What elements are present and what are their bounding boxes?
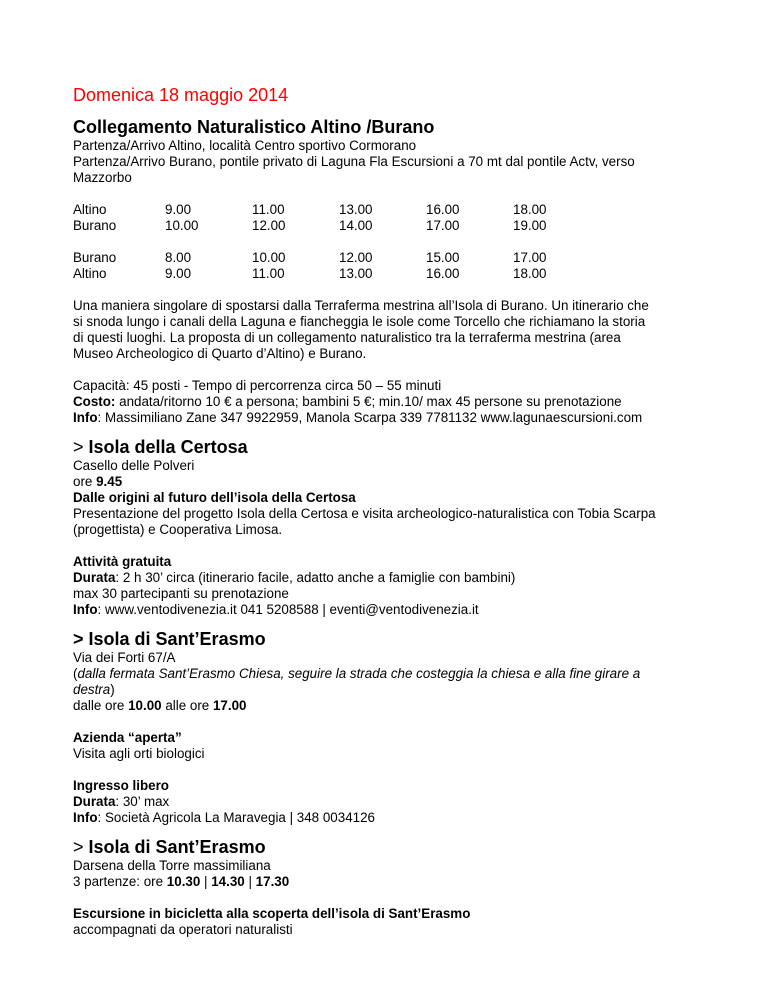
section-sant-erasmo-bike	[73, 836, 713, 938]
time-arrive: 14.00	[339, 218, 373, 233]
info-line	[73, 810, 713, 826]
info-text: : Massimiliano Zane 347 9922959, Manola Scarpa 339 7781132 www.lagunaescursioni.com	[97, 410, 643, 425]
schedule-times	[513, 250, 600, 282]
time-depart: 15.00	[426, 250, 460, 265]
departure-burano-line-2: Mazzorbo	[73, 170, 132, 185]
directions-text-2: destra	[73, 682, 111, 697]
schedule-times	[165, 202, 252, 234]
time-value: 9.45	[96, 474, 123, 489]
hours-prefix: dalle ore	[73, 698, 129, 713]
schedule-block-burano-altino	[73, 250, 713, 282]
duration-text: : 30’ max	[115, 794, 170, 809]
time-depart: 10.00	[252, 250, 286, 265]
event-title: Dalle origini al futuro dell’isola della Certosa	[73, 490, 356, 505]
departure-time-2: 14.30	[211, 874, 245, 889]
farm-description: Visita agli orti biologici	[73, 746, 205, 761]
place-to: Burano	[73, 218, 117, 233]
time-depart: 18.00	[513, 202, 547, 217]
section-title-text: Isola di Sant’Erasmo	[88, 837, 266, 857]
info-text: : www.ventodivenezia.it 041 5208588 | eventi@ventodivenezia.it	[97, 602, 479, 617]
description-line: di questi luoghi. La proposta di un collegamento naturalistico tra la terraferma mestrina (area	[73, 330, 621, 345]
time-line	[73, 474, 713, 490]
practical-info	[73, 378, 713, 426]
hours-to: 17.00	[212, 698, 247, 713]
place-from: Altino	[73, 202, 107, 217]
arrow-marker: >	[73, 629, 84, 649]
schedule-times	[252, 250, 339, 282]
info-label: Info	[73, 602, 98, 617]
separator: |	[244, 874, 256, 889]
time-arrive: 13.00	[339, 266, 373, 281]
location: Casello delle Polveri	[73, 458, 195, 473]
description-line: Museo Archeologico di Quarto d’Altino) e Burano.	[73, 346, 367, 361]
farm-title: Azienda “aperta”	[73, 730, 182, 745]
schedule-times	[165, 250, 252, 282]
description-line: Una maniera singolare di spostarsi dalla Terraferma mestrina all’Isola di Burano. Un itinerario che	[73, 298, 649, 313]
departure-altino: Partenza/Arrivo Altino, località Centro sportivo Cormorano	[73, 138, 417, 153]
info-text: : Società Agricola La Maravegia | 348 0034126	[97, 810, 375, 825]
time-arrive: 9.00	[165, 266, 192, 281]
hours-line	[73, 698, 713, 714]
directions-cont	[73, 682, 713, 698]
time-arrive: 18.00	[513, 266, 547, 281]
date-heading: Domenica 18 maggio 2014	[73, 85, 289, 105]
description	[73, 298, 713, 362]
schedule-table	[73, 202, 713, 282]
max-participants: max 30 partecipanti su prenotazione	[73, 586, 289, 601]
time-arrive: 11.00	[252, 266, 285, 281]
section-title: Collegamento Naturalistico Altino /Burano	[73, 117, 435, 137]
section-title	[73, 836, 713, 858]
schedule-times	[426, 202, 513, 234]
free-activity: Attività gratuita	[73, 554, 172, 569]
place-from: Burano	[73, 250, 117, 265]
time-arrive: 12.00	[252, 218, 286, 233]
location: Darsena della Torre massimiliana	[73, 858, 271, 873]
info-line	[73, 602, 713, 618]
time-arrive: 17.00	[426, 218, 460, 233]
time-depart: 13.00	[339, 202, 373, 217]
paren-close: )	[110, 682, 115, 697]
section-title-text: Isola della Certosa	[88, 437, 248, 457]
time-prefix: ore	[73, 474, 97, 489]
departure-time-3: 17.30	[255, 874, 290, 889]
info-line	[73, 410, 713, 426]
departures-prefix: 3 partenze: ore	[73, 874, 167, 889]
time-arrive: 10.00	[165, 218, 199, 233]
departure-time-1: 10.30	[166, 874, 201, 889]
info-label: Info	[73, 810, 98, 825]
schedule-places	[73, 250, 165, 282]
event-description: accompagnati da operatori naturalisti	[73, 922, 293, 937]
hours-mid: alle ore	[161, 698, 213, 713]
arrow-marker: >	[73, 437, 84, 457]
duration-label: Durata	[73, 794, 116, 809]
cost-line	[73, 394, 713, 410]
departure-burano-line-1: Partenza/Arrivo Burano, pontile privato di Laguna Fla Escursioni a 70 mt dal pontile Actv, verso	[73, 154, 635, 169]
place-to: Altino	[73, 266, 107, 281]
time-depart: 9.00	[165, 202, 192, 217]
time-depart: 8.00	[165, 250, 192, 265]
duration-text: : 2 h 30’ circa (itinerario facile, adatto anche a famiglie con bambini)	[115, 570, 516, 585]
schedule-times	[513, 202, 600, 234]
arrow-marker: >	[73, 837, 84, 857]
time-depart: 17.00	[513, 250, 547, 265]
time-depart: 16.00	[426, 202, 460, 217]
section-title	[73, 436, 713, 458]
duration-line	[73, 570, 713, 586]
schedule-times	[339, 250, 426, 282]
practical-info	[73, 778, 713, 826]
cost-text: andata/ritorno 10 € a persona; bambini 5 €; min.10/ max 45 persone su prenotazione	[115, 394, 622, 409]
time-arrive: 16.00	[426, 266, 460, 281]
directions	[73, 666, 713, 682]
address: Via dei Forti 67/A	[73, 650, 176, 665]
section-altino-burano	[73, 116, 713, 426]
separator: |	[200, 874, 212, 889]
time-depart: 11.00	[252, 202, 285, 217]
info-label: Info	[73, 410, 98, 425]
duration-label: Durata	[73, 570, 116, 585]
event-title: Escursione in bicicletta alla scoperta dell’isola di Sant’Erasmo	[73, 906, 471, 921]
section-certosa	[73, 436, 713, 618]
event-info	[73, 906, 713, 938]
farm-info	[73, 730, 713, 762]
schedule-times	[339, 202, 426, 234]
cost-label: Costo:	[73, 394, 116, 409]
paren-open: (	[73, 666, 78, 681]
document-page	[73, 84, 713, 938]
departures-line	[73, 874, 713, 890]
description-line: si snoda lungo i canali della Laguna e fiancheggia le isole come Torcello che richiamano la storia	[73, 314, 646, 329]
duration-line	[73, 794, 713, 810]
schedule-block-altino-burano	[73, 202, 713, 234]
schedule-places	[73, 202, 165, 234]
time-arrive: 19.00	[513, 218, 547, 233]
entry-free: Ingresso libero	[73, 778, 169, 793]
event-description-line-1: Presentazione del progetto Isola della Certosa e visita archeologico-naturalistica con Tobia Scarpa	[73, 506, 656, 521]
schedule-times	[252, 202, 339, 234]
schedule-times	[426, 250, 513, 282]
hours-from: 10.00	[128, 698, 162, 713]
time-depart: 12.00	[339, 250, 373, 265]
practical-info	[73, 554, 713, 618]
capacity-line: Capacità: 45 posti - Tempo di percorrenza circa 50 – 55 minuti	[73, 378, 442, 393]
section-title-text: Isola di Sant’Erasmo	[88, 629, 266, 649]
event-description-line-2: (progettista) e Cooperativa Limosa.	[73, 522, 283, 537]
section-sant-erasmo-farm	[73, 628, 713, 826]
section-title	[73, 628, 713, 650]
directions-text-1: dalla fermata Sant’Erasmo Chiesa, seguire la strada che costeggia la chiesa e alla fine girare a	[77, 666, 641, 681]
